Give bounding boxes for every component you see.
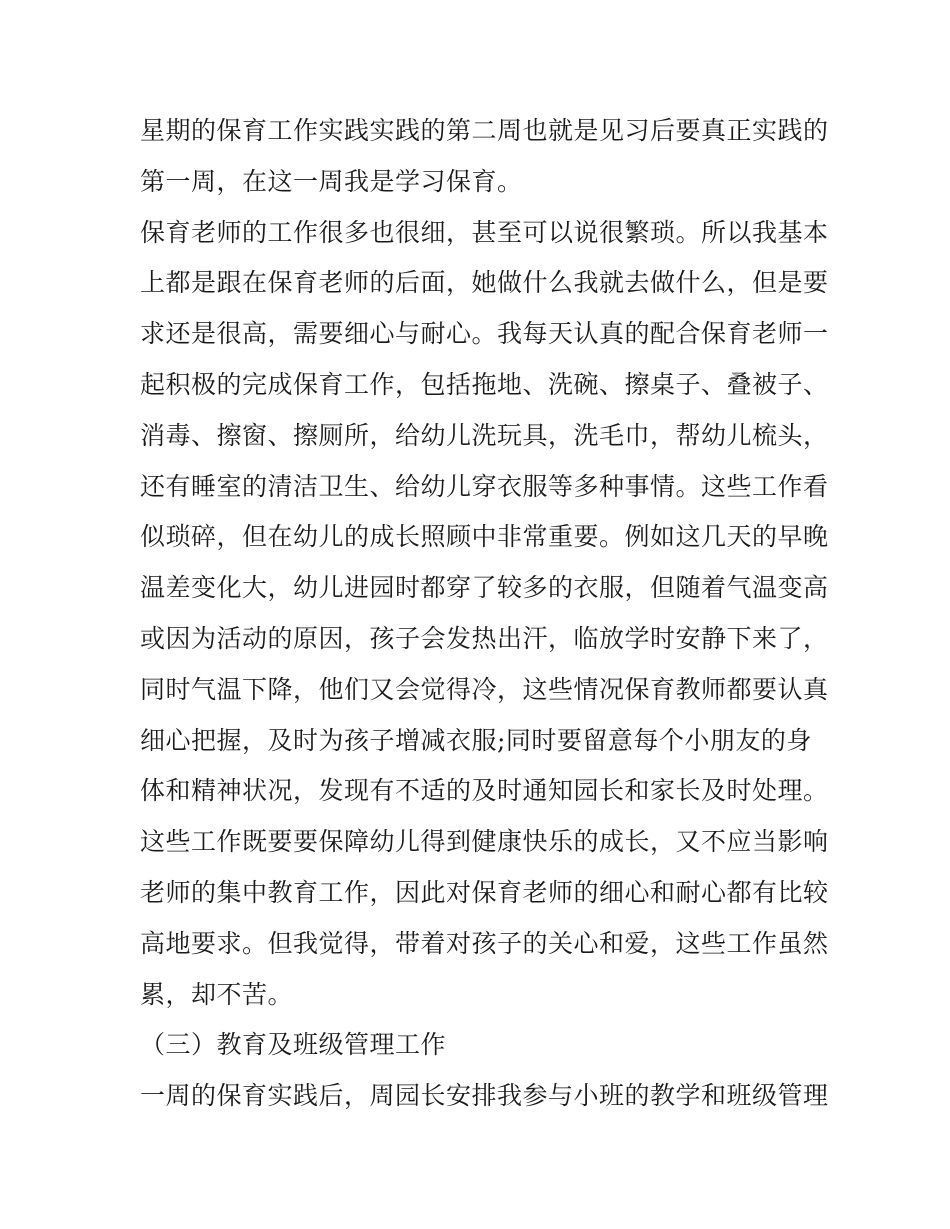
text-line: 体和精神状况，发现有不适的及时通知园长和家长及时处理。 bbox=[140, 776, 829, 806]
text-line: 细心把握，及时为孩子增减衣服;同时要留意每个小朋友的身 bbox=[140, 725, 812, 755]
text-line: 起积极的完成保育工作，包括拖地、洗碗、擦桌子、叠被子、 bbox=[140, 369, 829, 399]
text-line: 同时气温下降，他们又会觉得冷，这些情况保育教师都要认真 bbox=[140, 674, 829, 704]
text-line: 这些工作既要要保障幼儿得到健康快乐的成长，又不应当影响 bbox=[140, 827, 829, 857]
text-line: 消毒、擦窗、擦厕所，给幼儿洗玩具，洗毛巾，帮幼儿梳头， bbox=[140, 420, 829, 450]
section-heading: （三）教育及班级管理工作 bbox=[140, 1030, 447, 1060]
text-line: 似琐碎，但在幼儿的成长照顾中非常重要。例如这几天的早晚 bbox=[140, 522, 829, 552]
text-line: 温差变化大，幼儿进园时都穿了较多的衣服，但随着气温变高 bbox=[140, 573, 829, 603]
text-line: 还有睡室的清洁卫生、给幼儿穿衣服等多种事情。这些工作看 bbox=[140, 471, 829, 501]
body-text bbox=[140, 106, 829, 1122]
text-line: 保育老师的工作很多也很细，甚至可以说很繁琐。所以我基本 bbox=[140, 217, 829, 247]
text-line: 或因为活动的原因，孩子会发热出汗，临放学时安静下来了， bbox=[140, 623, 829, 653]
text-line: 星期的保育工作实践实践的第二周也就是见习后要真正实践的 bbox=[140, 116, 829, 145]
text-line: 上都是跟在保育老师的后面，她做什么我就去做什么，但是要 bbox=[140, 268, 829, 298]
text-line: 第一周，在这一周我是学习保育。 bbox=[140, 166, 523, 196]
text-line: 老师的集中教育工作，因此对保育老师的细心和耐心都有比较 bbox=[140, 877, 829, 907]
text-line: 求还是很高，需要细心与耐心。我每天认真的配合保育老师一 bbox=[140, 319, 829, 349]
text-line: 高地要求。但我觉得，带着对孩子的关心和爱，这些工作虽然 bbox=[140, 928, 829, 958]
text-line: 累，却不苦。 bbox=[140, 979, 294, 1009]
text-line: 一周的保育实践后，周园长安排我参与小班的教学和班级管理 bbox=[140, 1081, 829, 1111]
